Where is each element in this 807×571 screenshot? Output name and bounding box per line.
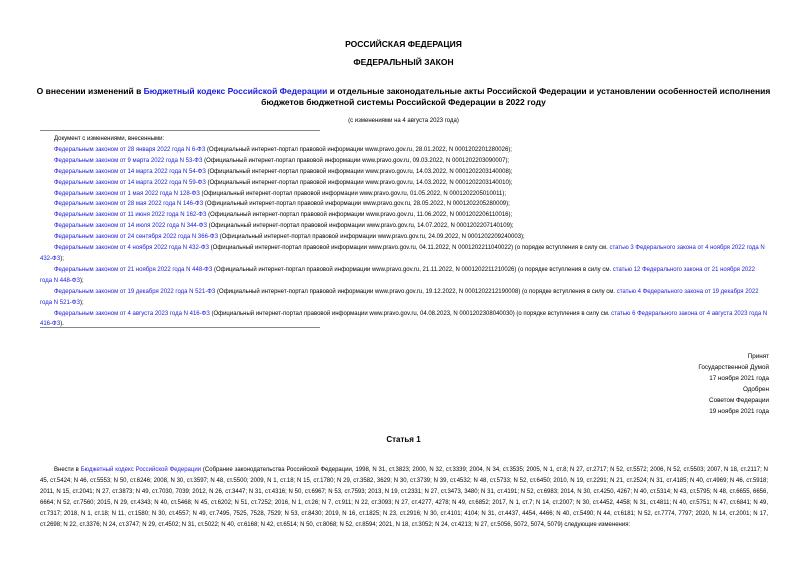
amendment-item <box>40 156 768 167</box>
amendment-law-link[interactable]: Федеральным законом от 14 марта 2022 года N 54-ФЗ <box>54 168 206 175</box>
amendment-law-link[interactable]: Федеральным законом от 14 марта 2022 года N 59-ФЗ <box>54 179 206 186</box>
amendment-source-text: (Официальный интернет-портал правовой информации www.pravo.gov.ru, 11.06.2022, N 0001202206110016); <box>206 212 513 219</box>
adoption-line: Государственной Думой <box>698 363 769 371</box>
amendment-item <box>40 265 768 287</box>
amendment-law-link[interactable]: Федеральным законом от 19 декабря 2022 года N 521-ФЗ <box>54 288 216 295</box>
law-title <box>30 86 777 108</box>
amendment-item <box>40 243 768 265</box>
amendment-tail-text: ). <box>60 321 64 328</box>
amendment-source-text: (Официальный интернет-портал правовой информации www.pravo.gov.ru, 14.03.2022, N 0001202203140010); <box>205 179 513 186</box>
amendment-source-text: (Официальный интернет-портал правовой информации www.pravo.gov.ru, 24.09.2022, N 0001202209240003); <box>218 234 525 241</box>
amendment-item <box>40 210 768 221</box>
amendment-law-link[interactable]: Федеральным законом от 4 ноября 2022 года N 432-ФЗ <box>54 245 210 252</box>
adoption-line: 17 ноября 2021 года <box>709 374 769 382</box>
amendment-law-link[interactable]: Федеральным законом от 28 января 2022 года N 6-ФЗ <box>54 146 206 153</box>
amendment-law-link[interactable]: Федеральным законом от 11 июня 2022 года N 162-ФЗ <box>54 212 207 219</box>
title-suffix: и отдельные законодательные акты Российской Федерации и установлении особенностей исполнения бюджетов бюджетной системы Российской Федерации в 2022 году <box>261 86 771 107</box>
article-text: (Собрание законодательства Российской Федерации, 1998, N 31, ст.3823; 2000, N 32, ст.3339; 2004, N 34, ст.3535; 2005, N 1, ст.8; N 27, ст.2717; N 52, ст.5572; 2006, N 52, ст.5503; 2007, N 18, ст.2117; N 45, ст.5424; N 46, ст.5553; N 50, ст.6246; 2008, N 30, ст.3597; N 48, ст.5500; 2009, N 1, ст.18; N 15, ст.1780; N 29, ст.3582, 3629; N 30, ст.3739; N 39, ст.4532; N 48, ст.5733; N 52, ст.6450; 2010, N 19, ст.2291; N 21, ст.2524; N 31, ст.4185; N 40, ст.4969; N 46, ст.5918; 2011, N 15, ст.2041; N 27, ст.3873; N 49, ст.7030, 7039; 2012, N 26, ст.3447; N 31, ст.4316; N 50, ст.6967; N 53, ст.7593; 2013, N 19, ст.2331; N 27, ст.3473, 3480; N 31, ст.4191; N 52, ст.6983; 2014, N 30, ст.4250, 4267; N 40, ст.5314; N 43, ст.5795; N 48, ст.6655, 6656, 6664; N 52, ст.7560; 2015, N 29, ст.4343; N 40, ст.5468; N 45, ст.6202; N 51, ст.7252; 2016, N 1, ст.26; N 7, ст.911; N 22, ст.3093; N 27, ст.4277, 4278; N 49, ст.6852; 2017, N 1, ст.7; N 14, ст.2007; N 30, ст.4452, 4458; N 31, ст.4811; N 40, ст.5751; N 47, ст.6841; N 49, ст.7317; 2018, N 1, ст.18; N 11, ст.1580; N 30, ст.4557; N 49, ст.7495, 7525, 7528, 7529; N 53, ст.8430; 2019, N 16, ст.1825; N 23, ст.2916; N 30, ст.4101; 4104; N 31, ст.4437, 4454, 4466; N 40, ст.5490; N 44, ст.6181; N 52, ст.7774, 7797; 2020, N 14, ст.2001; N 17, ст.2698; N 22, ст.3376; N 24, ст.3747; N 29, ст.4502; N 31, ст.5022; N 40, ст.6168; N 42, ст.6514; N 50, ст.8068; N 52, ст.8594; 2021, N 18, ст.3052; N 24, ст.4213; N 27, ст.5056, 5072, 5074, 5079) следующие изменения: <box>40 467 768 528</box>
title-code-link[interactable]: Бюджетный кодекс Российской Федерации <box>143 86 328 96</box>
amendment-law-link[interactable]: Федеральным законом от 1 мая 2022 года N 128-ФЗ <box>54 190 200 197</box>
amendment-source-text: (Официальный интернет-портал правовой информации www.pravo.gov.ru, 14.03.2022, N 0001202203140008); <box>205 168 513 175</box>
amendments-list <box>40 134 768 330</box>
adoption-line: Принят <box>747 353 769 360</box>
country-heading: РОССИЙСКАЯ ФЕДЕРАЦИЯ <box>345 39 462 49</box>
amendment-source-text: (Официальный интернет-портал правовой информации www.pravo.gov.ru, 28.01.2022, N 0001202201280026); <box>205 146 512 153</box>
amendments-intro: Документ с изменениями, внесенными: <box>54 136 165 142</box>
amendment-source-text: (Официальный интернет-портал правовой информации www.pravo.gov.ru, 19.12.2022, N 0001202212190008) (о порядке вступления в силу см. <box>215 288 617 295</box>
amendment-item <box>40 287 768 309</box>
amendment-source-text: (Официальный интернет-портал правовой информации www.pravo.gov.ru, 28.05.2022, N 0001202205280009); <box>203 201 510 208</box>
bottom-divider <box>40 327 320 328</box>
article-body <box>40 465 768 531</box>
amendment-article-link[interactable]: статью 6 Федерального закона от 4 августа 2023 года N 416-ФЗ <box>40 310 768 328</box>
adoption-line: 19 ноября 2021 года <box>709 407 769 415</box>
top-divider <box>40 130 320 131</box>
amendment-item <box>40 221 768 232</box>
amendment-law-link[interactable]: Федеральным законом от 14 июля 2022 года N 344-ФЗ <box>54 223 207 230</box>
amendment-source-text: (Официальный интернет-портал правовой информации www.pravo.gov.ru, 14.07.2022, N 0001202207140109); <box>206 223 514 230</box>
amendment-source-text: (Официальный интернет-портал правовой информации www.pravo.gov.ru, 09.03.2022, N 0001202203090007); <box>202 157 510 164</box>
title-prefix: О внесении изменений в <box>36 86 144 96</box>
adoption-line: Одобрен <box>742 385 769 393</box>
amendment-article-link[interactable]: статью 12 Федерального закона от 21 ноября 2022 года N 448-ФЗ <box>40 266 755 284</box>
article-heading: Статья 1 <box>386 435 421 444</box>
article-code-link[interactable]: Бюджетный кодекс Российской Федерации <box>80 467 202 473</box>
amendment-law-link[interactable]: Федеральным законом от 9 марта 2022 года N 53-ФЗ <box>54 157 203 164</box>
amendment-tail-text: ); <box>60 255 64 262</box>
edition-note: (с изменениями на 4 августа 2023 года) <box>348 118 459 124</box>
amendment-article-link[interactable]: статью 4 Федерального закона от 19 декабря 2022 года N 521-ФЗ <box>40 288 759 306</box>
amendment-law-link[interactable]: Федеральным законом от 4 августа 2023 года N 416-ФЗ <box>54 310 210 317</box>
amendment-item <box>40 178 768 189</box>
amendment-item <box>40 199 768 210</box>
amendment-item <box>40 145 768 156</box>
amendment-item <box>40 189 768 200</box>
article-prefix: Внести в <box>54 467 81 473</box>
amendment-law-link[interactable]: Федеральным законом от 21 ноября 2022 года N 448-ФЗ <box>54 266 213 273</box>
amendment-source-text: (Официальный интернет-портал правовой информации www.pravo.gov.ru, 04.08.2023, N 0001202308040030) (о порядке вступления в силу см. <box>209 310 612 317</box>
amendment-source-text: (Официальный интернет-портал правовой информации www.pravo.gov.ru, 04.11.2022, N 0001202211040022) (о порядке вступления в силу см. <box>209 245 610 252</box>
adoption-line: Советом Федерации <box>709 396 769 404</box>
amendment-item <box>40 167 768 178</box>
amendment-law-link[interactable]: Федеральным законом от 28 мая 2022 года N 146-ФЗ <box>54 201 204 208</box>
amendment-article-link[interactable]: статью 3 Федерального закона от 4 ноября 2022 года N 432-ФЗ <box>40 245 765 262</box>
amendment-law-link[interactable]: Федеральным законом от 24 сентября 2022 года N 366-ФЗ <box>54 234 219 241</box>
amendment-source-text: (Официальный интернет-портал правовой информации www.pravo.gov.ru, 01.05.2022, N 0001202205010011); <box>199 190 507 197</box>
document-type-heading: ФЕДЕРАЛЬНЫЙ ЗАКОН <box>353 57 454 67</box>
amendment-tail-text: ); <box>79 277 84 284</box>
amendment-item <box>40 232 768 243</box>
amendment-source-text: (Официальный интернет-портал правовой информации www.pravo.gov.ru, 21.11.2022, N 0001202211210026) (о порядке вступления в силу см. <box>212 266 613 273</box>
adoption-block <box>698 352 769 417</box>
amendment-tail-text: ); <box>79 299 84 306</box>
